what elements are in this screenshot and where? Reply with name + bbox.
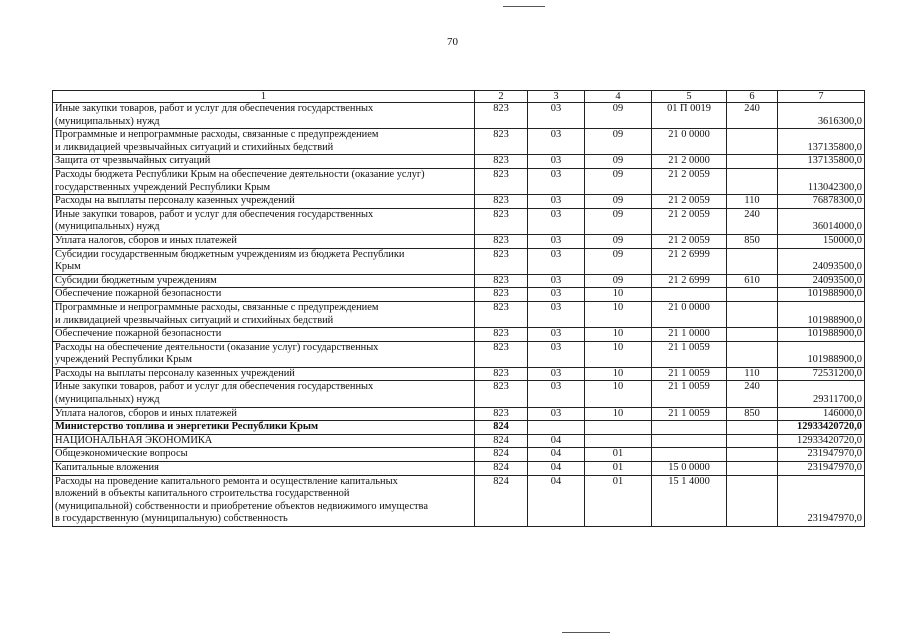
row-expense-type: 850 bbox=[727, 407, 778, 421]
row-section: 03 bbox=[528, 129, 585, 155]
row-expense-type bbox=[727, 129, 778, 155]
row-ved-code: 824 bbox=[475, 434, 528, 448]
row-name: Уплата налогов, сборов и иных платежей bbox=[53, 234, 475, 248]
row-name: Субсидии бюджетным учреждениям bbox=[53, 274, 475, 288]
row-ved-code: 823 bbox=[475, 234, 528, 248]
table-row bbox=[53, 448, 865, 462]
row-target-article: 21 1 0059 bbox=[652, 367, 727, 381]
row-name: Программные и непрограммные расходы, связанные с предупреждением и ликвидацией чрезвычайных ситуаций и стихийных бедствий bbox=[53, 301, 475, 327]
row-amount: 231947970,0 bbox=[778, 448, 865, 462]
row-ved-code: 824 bbox=[475, 462, 528, 476]
header-cell: 3 bbox=[528, 91, 585, 103]
row-section: 03 bbox=[528, 155, 585, 169]
row-target-article: 21 1 0059 bbox=[652, 381, 727, 407]
table-row bbox=[53, 407, 865, 421]
row-expense-type: 110 bbox=[727, 367, 778, 381]
row-name: Защита от чрезвычайных ситуаций bbox=[53, 155, 475, 169]
row-ved-code: 823 bbox=[475, 103, 528, 129]
row-expense-type: 610 bbox=[727, 274, 778, 288]
row-target-article: 21 1 0059 bbox=[652, 407, 727, 421]
row-amount: 101988900,0 bbox=[778, 288, 865, 302]
row-target-article: 21 2 0059 bbox=[652, 195, 727, 209]
row-ved-code: 823 bbox=[475, 328, 528, 342]
row-amount: 113042300,0 bbox=[778, 168, 865, 194]
row-target-article bbox=[652, 434, 727, 448]
row-amount: 137135800,0 bbox=[778, 155, 865, 169]
row-section: 03 bbox=[528, 208, 585, 234]
row-subsection: 10 bbox=[585, 301, 652, 327]
row-target-article: 21 2 0059 bbox=[652, 168, 727, 194]
row-name: Капитальные вложения bbox=[53, 462, 475, 476]
row-subsection: 10 bbox=[585, 381, 652, 407]
row-section: 03 bbox=[528, 274, 585, 288]
row-name: Обеспечение пожарной безопасности bbox=[53, 328, 475, 342]
row-target-article: 15 0 0000 bbox=[652, 462, 727, 476]
row-section: 03 bbox=[528, 195, 585, 209]
table-row bbox=[53, 155, 865, 169]
row-subsection: 09 bbox=[585, 168, 652, 194]
row-expense-type bbox=[727, 421, 778, 435]
row-subsection: 09 bbox=[585, 195, 652, 209]
row-ved-code: 823 bbox=[475, 248, 528, 274]
row-name: Программные и непрограммные расходы, связанные с предупреждением и ликвидацией чрезвычайных ситуаций и стихийных бедствий bbox=[53, 129, 475, 155]
scan-mark-bottom bbox=[562, 632, 610, 633]
row-section: 03 bbox=[528, 328, 585, 342]
row-section: 04 bbox=[528, 475, 585, 526]
row-subsection: 09 bbox=[585, 103, 652, 129]
row-subsection: 10 bbox=[585, 288, 652, 302]
row-ved-code: 824 bbox=[475, 421, 528, 435]
row-ved-code: 824 bbox=[475, 448, 528, 462]
table-row bbox=[53, 103, 865, 129]
row-name: Иные закупки товаров, работ и услуг для обеспечения государственных (муниципальных) нужд bbox=[53, 208, 475, 234]
row-subsection: 09 bbox=[585, 234, 652, 248]
row-expense-type bbox=[727, 155, 778, 169]
row-subsection: 09 bbox=[585, 208, 652, 234]
row-target-article: 21 0 0000 bbox=[652, 129, 727, 155]
row-target-article: 21 2 6999 bbox=[652, 274, 727, 288]
row-subsection bbox=[585, 434, 652, 448]
header-cell: 4 bbox=[585, 91, 652, 103]
row-subsection: 10 bbox=[585, 341, 652, 367]
table-row bbox=[53, 475, 865, 526]
row-section: 03 bbox=[528, 288, 585, 302]
row-ved-code: 823 bbox=[475, 274, 528, 288]
row-target-article: 21 2 0000 bbox=[652, 155, 727, 169]
table-row bbox=[53, 234, 865, 248]
table-row bbox=[53, 328, 865, 342]
header-cell: 1 bbox=[53, 91, 475, 103]
table-row bbox=[53, 421, 865, 435]
row-subsection: 09 bbox=[585, 248, 652, 274]
row-name: Расходы на выплаты персоналу казенных учреждений bbox=[53, 195, 475, 209]
row-expense-type bbox=[727, 248, 778, 274]
row-expense-type bbox=[727, 328, 778, 342]
page-number: 70 bbox=[447, 36, 458, 48]
row-target-article: 15 1 4000 bbox=[652, 475, 727, 526]
row-name: НАЦИОНАЛЬНАЯ ЭКОНОМИКА bbox=[53, 434, 475, 448]
row-section: 03 bbox=[528, 168, 585, 194]
row-ved-code: 823 bbox=[475, 381, 528, 407]
scan-mark-top bbox=[503, 6, 545, 7]
table-row bbox=[53, 434, 865, 448]
row-subsection: 01 bbox=[585, 448, 652, 462]
table-row bbox=[53, 367, 865, 381]
row-amount: 12933420720,0 bbox=[778, 434, 865, 448]
row-ved-code: 823 bbox=[475, 341, 528, 367]
row-ved-code: 823 bbox=[475, 301, 528, 327]
table-row bbox=[53, 288, 865, 302]
row-section: 04 bbox=[528, 462, 585, 476]
row-name: Иные закупки товаров, работ и услуг для обеспечения государственных (муниципальных) нужд bbox=[53, 381, 475, 407]
row-section: 03 bbox=[528, 381, 585, 407]
row-expense-type: 240 bbox=[727, 381, 778, 407]
row-amount: 101988900,0 bbox=[778, 301, 865, 327]
row-name: Иные закупки товаров, работ и услуг для обеспечения государственных (муниципальных) нужд bbox=[53, 103, 475, 129]
row-ved-code: 823 bbox=[475, 168, 528, 194]
header-cell: 5 bbox=[652, 91, 727, 103]
row-ved-code: 823 bbox=[475, 129, 528, 155]
row-expense-type bbox=[727, 462, 778, 476]
row-subsection bbox=[585, 421, 652, 435]
row-ved-code: 823 bbox=[475, 407, 528, 421]
row-subsection: 10 bbox=[585, 328, 652, 342]
row-expense-type bbox=[727, 341, 778, 367]
row-expense-type bbox=[727, 434, 778, 448]
row-amount: 76878300,0 bbox=[778, 195, 865, 209]
row-section bbox=[528, 421, 585, 435]
row-section: 04 bbox=[528, 448, 585, 462]
row-expense-type bbox=[727, 448, 778, 462]
row-target-article: 21 0 0000 bbox=[652, 301, 727, 327]
row-amount: 146000,0 bbox=[778, 407, 865, 421]
row-section: 03 bbox=[528, 103, 585, 129]
row-name: Расходы на проведение капитального ремонта и осуществление капитальных вложений в объекты капитального строительства государственной (муниципальной) собственности и приобретение объектов недвижимого имущества в государственную (муниципальную) собственность bbox=[53, 475, 475, 526]
row-amount: 150000,0 bbox=[778, 234, 865, 248]
row-subsection: 01 bbox=[585, 462, 652, 476]
row-amount: 231947970,0 bbox=[778, 475, 865, 526]
row-section: 03 bbox=[528, 248, 585, 274]
row-section: 03 bbox=[528, 407, 585, 421]
row-target-article bbox=[652, 288, 727, 302]
row-expense-type bbox=[727, 168, 778, 194]
row-amount: 137135800,0 bbox=[778, 129, 865, 155]
table-row bbox=[53, 381, 865, 407]
table-row bbox=[53, 274, 865, 288]
row-section: 04 bbox=[528, 434, 585, 448]
row-target-article: 21 2 6999 bbox=[652, 248, 727, 274]
row-amount: 231947970,0 bbox=[778, 462, 865, 476]
row-subsection: 09 bbox=[585, 129, 652, 155]
row-ved-code: 823 bbox=[475, 288, 528, 302]
row-name: Министерство топлива и энергетики Республики Крым bbox=[53, 421, 475, 435]
row-ved-code: 823 bbox=[475, 367, 528, 381]
row-target-article bbox=[652, 448, 727, 462]
row-ved-code: 823 bbox=[475, 195, 528, 209]
table-row bbox=[53, 129, 865, 155]
header-cell: 6 bbox=[727, 91, 778, 103]
row-target-article: 21 2 0059 bbox=[652, 234, 727, 248]
row-name: Обеспечение пожарной безопасности bbox=[53, 288, 475, 302]
header-row bbox=[53, 91, 865, 103]
table-row bbox=[53, 248, 865, 274]
row-expense-type bbox=[727, 288, 778, 302]
row-expense-type bbox=[727, 301, 778, 327]
row-subsection: 10 bbox=[585, 367, 652, 381]
row-name: Уплата налогов, сборов и иных платежей bbox=[53, 407, 475, 421]
row-target-article: 01 П 0019 bbox=[652, 103, 727, 129]
row-amount: 3616300,0 bbox=[778, 103, 865, 129]
budget-table bbox=[52, 90, 865, 527]
row-ved-code: 823 bbox=[475, 155, 528, 169]
row-target-article: 21 1 0000 bbox=[652, 328, 727, 342]
row-name: Субсидии государственным бюджетным учреждениям из бюджета Республики Крым bbox=[53, 248, 475, 274]
row-name: Общеэкономические вопросы bbox=[53, 448, 475, 462]
header-cell: 2 bbox=[475, 91, 528, 103]
table-row bbox=[53, 195, 865, 209]
row-amount: 24093500,0 bbox=[778, 274, 865, 288]
row-expense-type: 240 bbox=[727, 208, 778, 234]
table-row bbox=[53, 208, 865, 234]
row-section: 03 bbox=[528, 341, 585, 367]
row-name: Расходы на обеспечение деятельности (оказание услуг) государственных учреждений Республики Крым bbox=[53, 341, 475, 367]
row-target-article bbox=[652, 421, 727, 435]
row-section: 03 bbox=[528, 367, 585, 381]
row-expense-type: 110 bbox=[727, 195, 778, 209]
row-expense-type bbox=[727, 475, 778, 526]
row-amount: 72531200,0 bbox=[778, 367, 865, 381]
row-subsection: 01 bbox=[585, 475, 652, 526]
row-ved-code: 824 bbox=[475, 475, 528, 526]
row-amount: 24093500,0 bbox=[778, 248, 865, 274]
row-amount: 101988900,0 bbox=[778, 328, 865, 342]
row-section: 03 bbox=[528, 301, 585, 327]
row-amount: 29311700,0 bbox=[778, 381, 865, 407]
row-section: 03 bbox=[528, 234, 585, 248]
table-row bbox=[53, 341, 865, 367]
row-name: Расходы бюджета Республики Крым на обеспечение деятельности (оказание услуг) государственных учреждений Республики Крым bbox=[53, 168, 475, 194]
row-subsection: 09 bbox=[585, 155, 652, 169]
table-row bbox=[53, 168, 865, 194]
row-subsection: 10 bbox=[585, 407, 652, 421]
row-name: Расходы на выплаты персоналу казенных учреждений bbox=[53, 367, 475, 381]
row-amount: 36014000,0 bbox=[778, 208, 865, 234]
row-expense-type: 850 bbox=[727, 234, 778, 248]
table-row bbox=[53, 301, 865, 327]
header-cell: 7 bbox=[778, 91, 865, 103]
row-target-article: 21 1 0059 bbox=[652, 341, 727, 367]
row-expense-type: 240 bbox=[727, 103, 778, 129]
row-subsection: 09 bbox=[585, 274, 652, 288]
row-ved-code: 823 bbox=[475, 208, 528, 234]
row-target-article: 21 2 0059 bbox=[652, 208, 727, 234]
row-amount: 101988900,0 bbox=[778, 341, 865, 367]
row-amount: 12933420720,0 bbox=[778, 421, 865, 435]
table-row bbox=[53, 462, 865, 476]
